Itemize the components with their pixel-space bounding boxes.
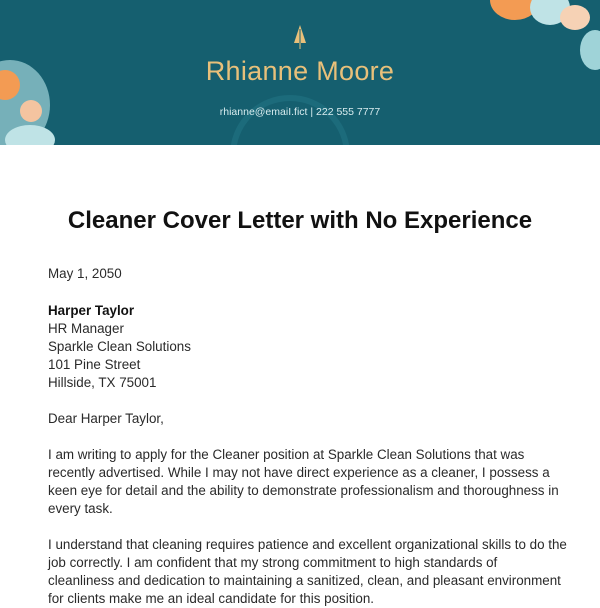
paragraph-line: keen eye for detail and the ability to demonstrate professionalism and thoroughness in: [48, 483, 559, 498]
recipient-street: 101 Pine Street: [48, 357, 141, 372]
paragraph-line: I am writing to apply for the Cleaner position at Sparkle Clean Solutions that was: [48, 447, 525, 462]
paragraph-line: recently advertised. While I may not have direct experience as a cleaner, I possess a: [48, 465, 550, 480]
salutation: Dear Harper Taylor,: [48, 411, 164, 426]
paragraph-line: I understand that cleaning requires patience and excellent organizational skills to do the: [48, 537, 567, 552]
recipient-company: Sparkle Clean Solutions: [48, 339, 191, 354]
floral-decoration: [560, 5, 590, 30]
swirl-decoration: [230, 95, 350, 145]
tree-logo-icon: [293, 25, 307, 49]
document-title: Cleaner Cover Letter with No Experience: [67, 207, 533, 234]
paragraph-line: for clients make me an ideal candidate for this position.: [48, 591, 375, 606]
sender-name: Rhianne Moore: [205, 56, 395, 86]
floral-decoration: [5, 125, 55, 145]
recipient-city: Hillside, TX 75001: [48, 375, 157, 390]
recipient-name: Harper Taylor: [48, 303, 135, 318]
paragraph-line: every task.: [48, 501, 113, 516]
letter-date: May 1, 2050: [48, 266, 122, 281]
paragraph-line: job correctly. I am confident that my strong commitment to high standards of: [48, 555, 498, 570]
sender-contact: rhianne@emaiI.fict | 222 555 7777: [219, 106, 381, 118]
letterhead: [0, 0, 600, 145]
recipient-role: HR Manager: [48, 321, 124, 336]
paragraph-line: cleanliness and dedication to maintaining a sanitized, clean, and pleasant environment: [48, 573, 561, 588]
